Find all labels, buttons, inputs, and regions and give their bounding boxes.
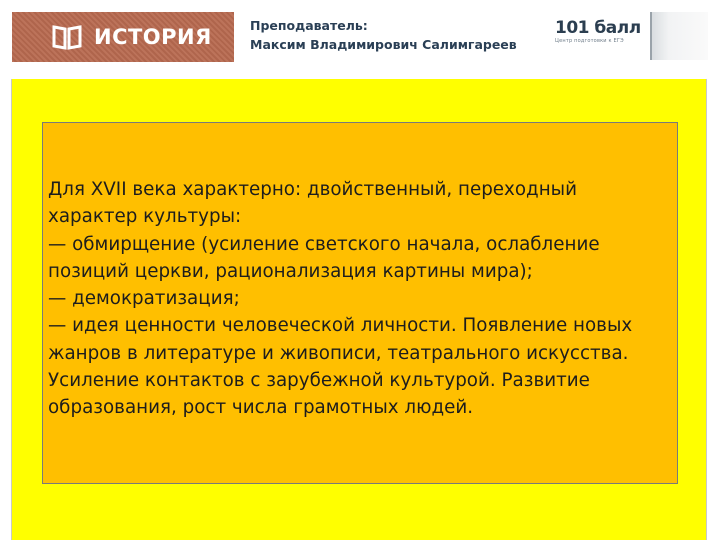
content-line: Для XVII века характерно: двойственный, переходный: [48, 179, 577, 200]
subject-title: ИСТОРИЯ: [94, 25, 212, 49]
content-text: [48, 176, 674, 422]
teacher-label: Преподаватель:: [250, 18, 368, 33]
content-line: позиций церкви, рационализация картины мира);: [48, 260, 533, 282]
content-line: жанров в литературе и живописи, театрального искусства.: [48, 342, 629, 364]
open-book-icon: [52, 24, 82, 50]
brand-name: 101 балл: [555, 18, 641, 38]
header-bar: [0, 0, 720, 72]
brand-logo: [555, 18, 641, 45]
content-line: Усиление контактов с зарубежной культурой. Развитие: [48, 370, 590, 392]
teacher-name: Максим Владимирович Салимгареев: [250, 37, 517, 52]
brand-tagline: Центр подготовки к ЕГЭ: [555, 38, 624, 44]
teacher-info: [250, 16, 517, 54]
header-right-tab: [650, 12, 708, 60]
content-line: характер культуры:: [48, 206, 242, 228]
content-line: — обмирщение (усиление светского начала, ослабление: [48, 233, 600, 255]
content-line: — демократизация;: [48, 288, 240, 310]
content-line: образования, рост числа грамотных людей.: [48, 397, 474, 419]
subject-logo: [12, 12, 234, 62]
content-line: — идея ценности человеческой личности. Появление новых: [48, 315, 633, 337]
